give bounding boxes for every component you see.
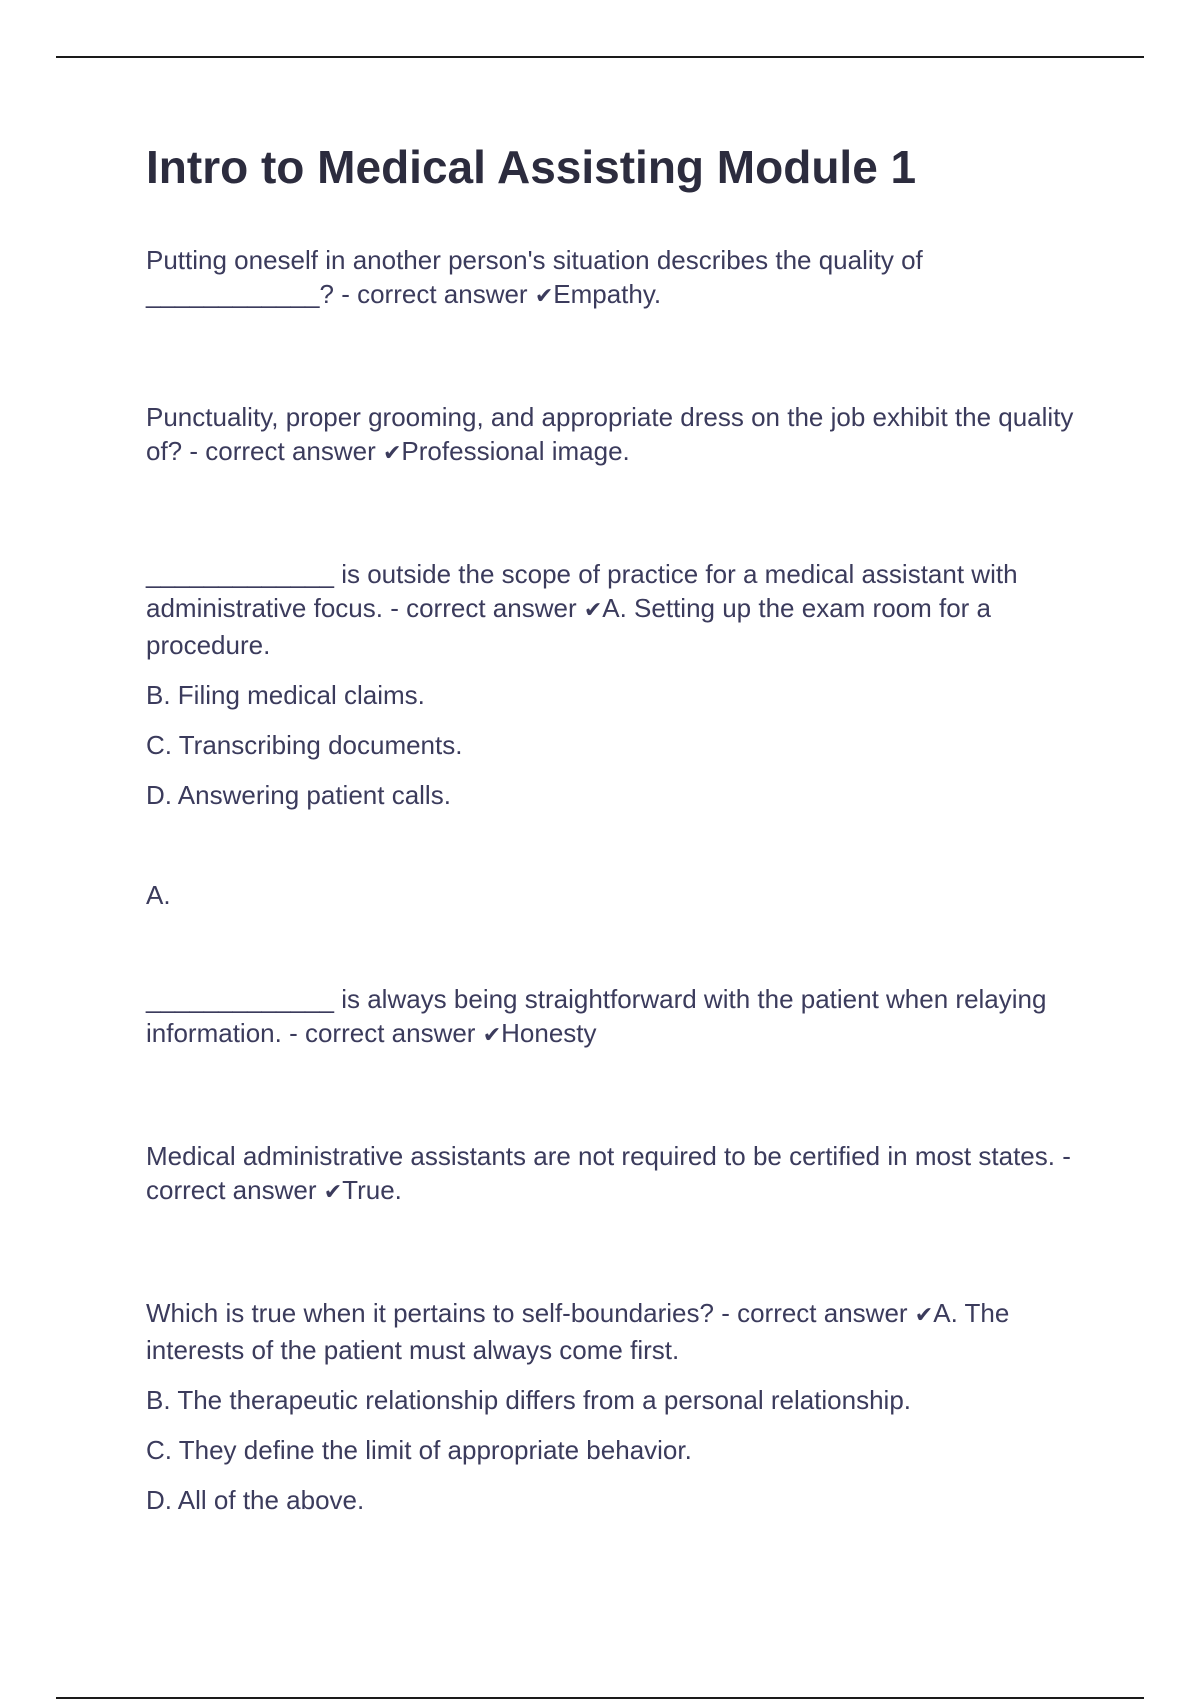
answer-prefix: - correct answer	[146, 1141, 1071, 1206]
check-icon: ✔	[323, 1180, 343, 1206]
question-4	[146, 982, 1086, 1053]
check-icon: ✔	[583, 598, 603, 624]
question-6	[146, 1296, 1086, 1367]
page-title: Intro to Medical Assisting Module 1	[146, 141, 917, 193]
question-3-option-d: D. Answering patient calls.	[146, 780, 451, 811]
document-body	[146, 140, 1086, 1517]
check-icon: ✔	[382, 441, 402, 467]
answer-prefix: - correct answer	[721, 1298, 915, 1329]
answer-prefix: - correct answer	[289, 1018, 483, 1049]
question-6-option-c: C. They define the limit of appropriate behavior.	[146, 1435, 692, 1466]
question-6-answer: A. The interests of the patient must always come first.	[146, 1298, 1010, 1366]
question-1-answer: Empathy.	[553, 279, 662, 310]
question-3-text: _____________ is outside the scope of practice for a medical assistant with administrative focus.	[146, 559, 1018, 624]
question-3-option-c: C. Transcribing documents.	[146, 730, 463, 761]
question-5	[146, 1139, 1086, 1210]
answer-prefix: - correct answer	[390, 593, 584, 624]
answer-prefix: - correct answer	[189, 436, 383, 467]
check-icon: ✔	[482, 1023, 502, 1049]
question-2-answer: Professional image.	[401, 436, 630, 467]
question-4-text: _____________ is always being straightforward with the patient when relaying information.	[146, 984, 1047, 1049]
question-3	[146, 557, 1086, 662]
question-5-answer: True.	[342, 1175, 402, 1206]
question-6-option-b: B. The therapeutic relationship differs from a personal relationship.	[146, 1385, 912, 1416]
question-5-text: Medical administrative assistants are not required to be certified in most states.	[146, 1141, 1063, 1172]
question-3-option-b: B. Filing medical claims.	[146, 680, 425, 711]
top-rule	[56, 56, 1144, 58]
question-6-text: Which is true when it pertains to self-boundaries?	[146, 1298, 722, 1329]
question-3-key: A.	[146, 880, 171, 911]
question-4-answer: Honesty	[501, 1018, 597, 1049]
bottom-rule	[56, 1697, 1144, 1699]
question-1	[146, 243, 1086, 314]
question-6-option-d: D. All of the above.	[146, 1485, 365, 1516]
check-icon: ✔	[914, 1303, 934, 1329]
check-icon: ✔	[534, 284, 554, 310]
question-1-text: Putting oneself in another person's situation describes the quality of ____________?	[146, 245, 923, 310]
answer-prefix: - correct answer	[341, 279, 535, 310]
question-2-text: Punctuality, proper grooming, and appropriate dress on the job exhibit the quality of?	[146, 402, 1074, 467]
question-2	[146, 400, 1086, 471]
question-3-answer: A. Setting up the exam room for a procedure.	[146, 593, 992, 661]
